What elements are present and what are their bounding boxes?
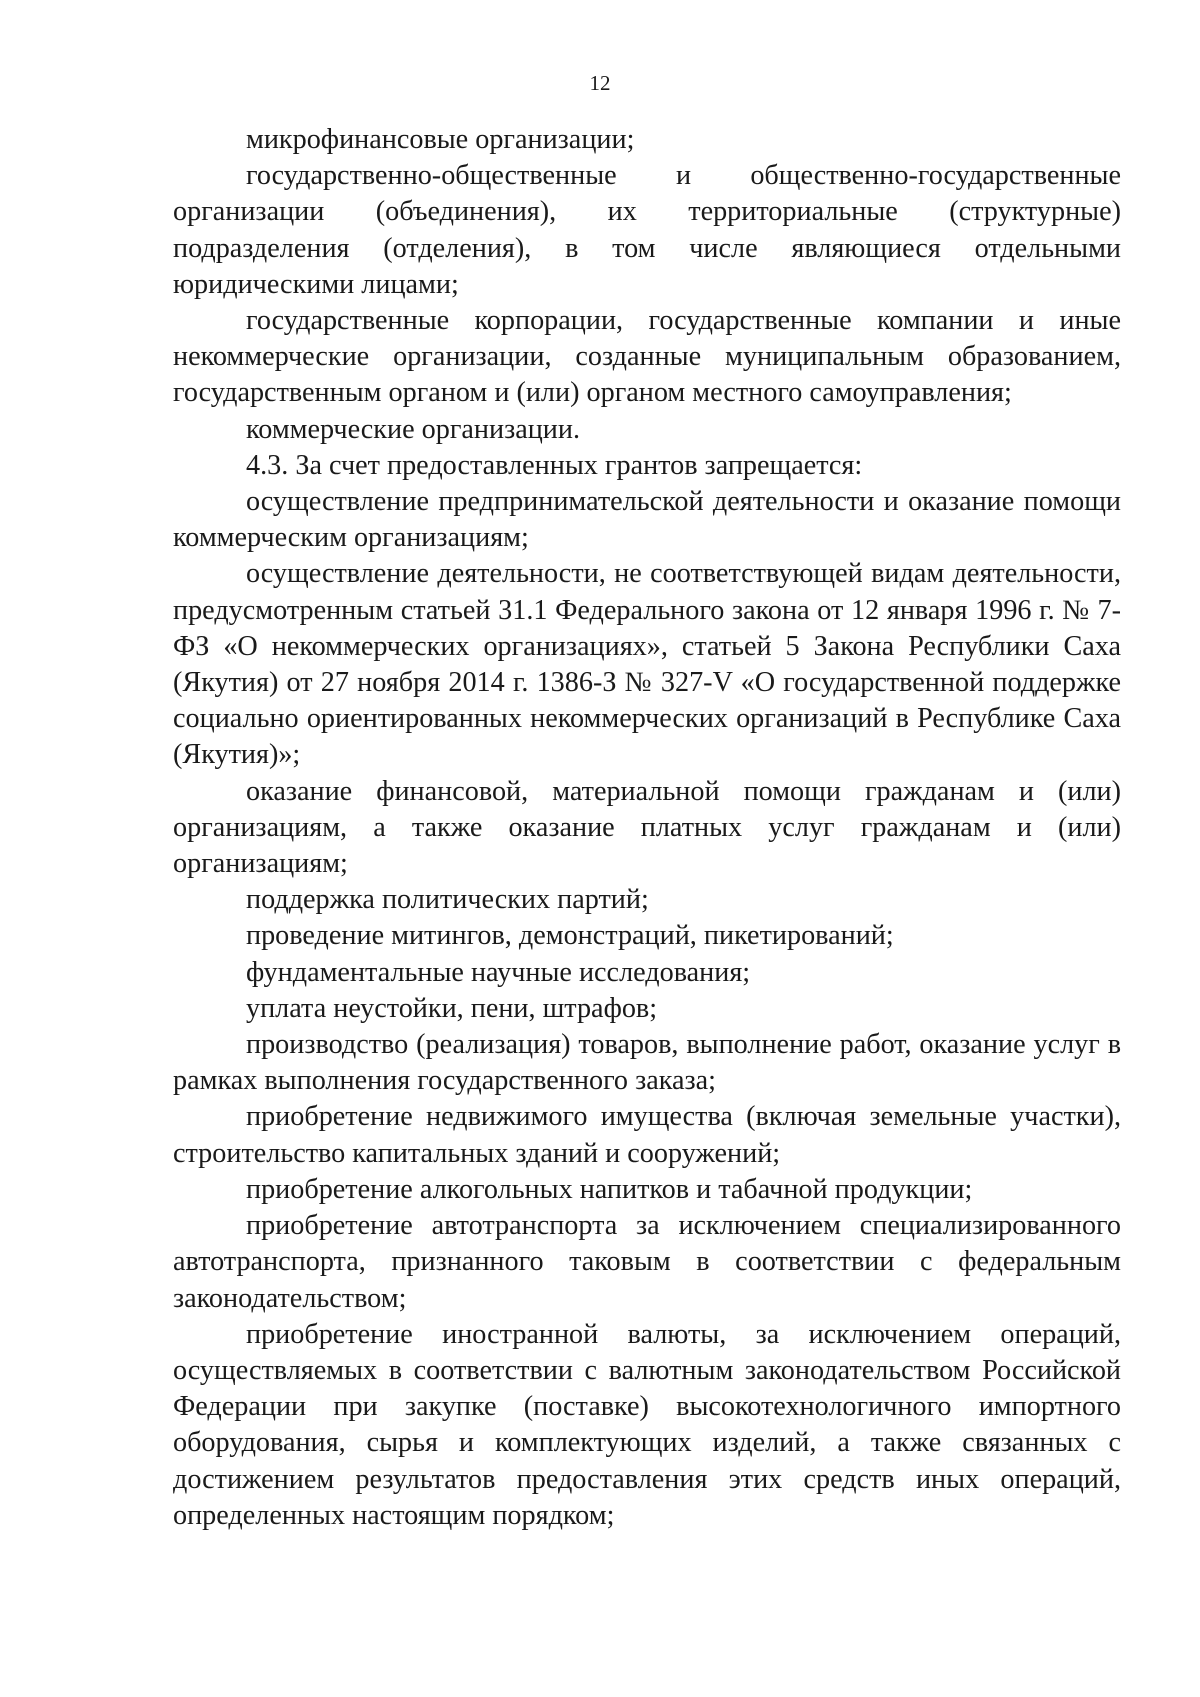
paragraph-financial-assistance: оказание финансовой, материальной помощи гражданам и (или) организациям, а также оказание платных услуг гражданам и (или) организациям; [173,775,1121,880]
paragraph-fundamental-research: фундаментальные научные исследования; [246,956,751,988]
section-heading-4-3: 4.3. За счет предоставленных грантов запрещается: [246,449,863,481]
paragraph-commercial-organizations: коммерческие организации. [246,413,581,445]
document-body [173,122,1121,1534]
page-number: 12 [589,71,611,95]
paragraph-state-corporations: государственные корпорации, государственные компании и иные некоммерческие организации, созданные муниципальным образованием, государственным органом и (или) органом местного самоуправления; [173,305,1121,409]
paragraph-rallies: проведение митингов, демонстраций, пикетирований; [246,920,894,952]
paragraph-vehicles: приобретение автотранспорта за исключением специализированного автотранспорта, признанного таковым в соответствии с федеральным законодательством; [173,1210,1121,1314]
paragraph-non-conforming-activity: осуществление деятельности, не соответствующей видам деятельности, предусмотренным статьей 31.1 Федерального закона от 12 января 1996 г. № 7-ФЗ «О некоммерческих организациях», статьей 5 Закона Республики Саха (Якутия) от 27 ноября 2014 г. 1386-З № 327-V «О государственной поддержке социально ориентированных некоммерческих организаций в Республике Саха (Якутия)»; [173,558,1121,771]
paragraph-state-order: производство (реализация) товаров, выполнение работ, оказание услуг в рамках выполнения государственного заказа; [173,1029,1121,1097]
paragraph-public-organizations: государственно-общественные и общественно-государственные организации (объединения), их территориальные (структурные) подразделения (отделения), в том числе являющиеся отдельными юридическими лицами; [173,160,1121,300]
paragraph-political-parties: поддержка политических партий; [246,884,649,916]
paragraph-foreign-currency: приобретение иностранной валюты, за исключением операций, осуществляемых в соответствии с валютным законодательством Российской Федерации при закупке (поставке) высокотехнологичного импортного оборудования, сырья и комплектующих изделий, а также связанных с достижением результатов предоставления этих средств иных операций, определенных настоящим порядком; [173,1318,1121,1531]
paragraph-penalties: уплата неустойки, пени, штрафов; [246,992,658,1024]
paragraph-alcohol-tobacco: приобретение алкогольных напитков и табачной продукции; [246,1173,973,1205]
paragraph-microfinance: микрофинансовые организации; [246,124,635,155]
paragraph-real-estate: приобретение недвижимого имущества (включая земельные участки), строительство капитальных зданий и сооружений; [173,1101,1121,1169]
paragraph-entrepreneurial-activity: осуществление предпринимательской деятельности и оказание помощи коммерческим организациям; [173,486,1121,554]
